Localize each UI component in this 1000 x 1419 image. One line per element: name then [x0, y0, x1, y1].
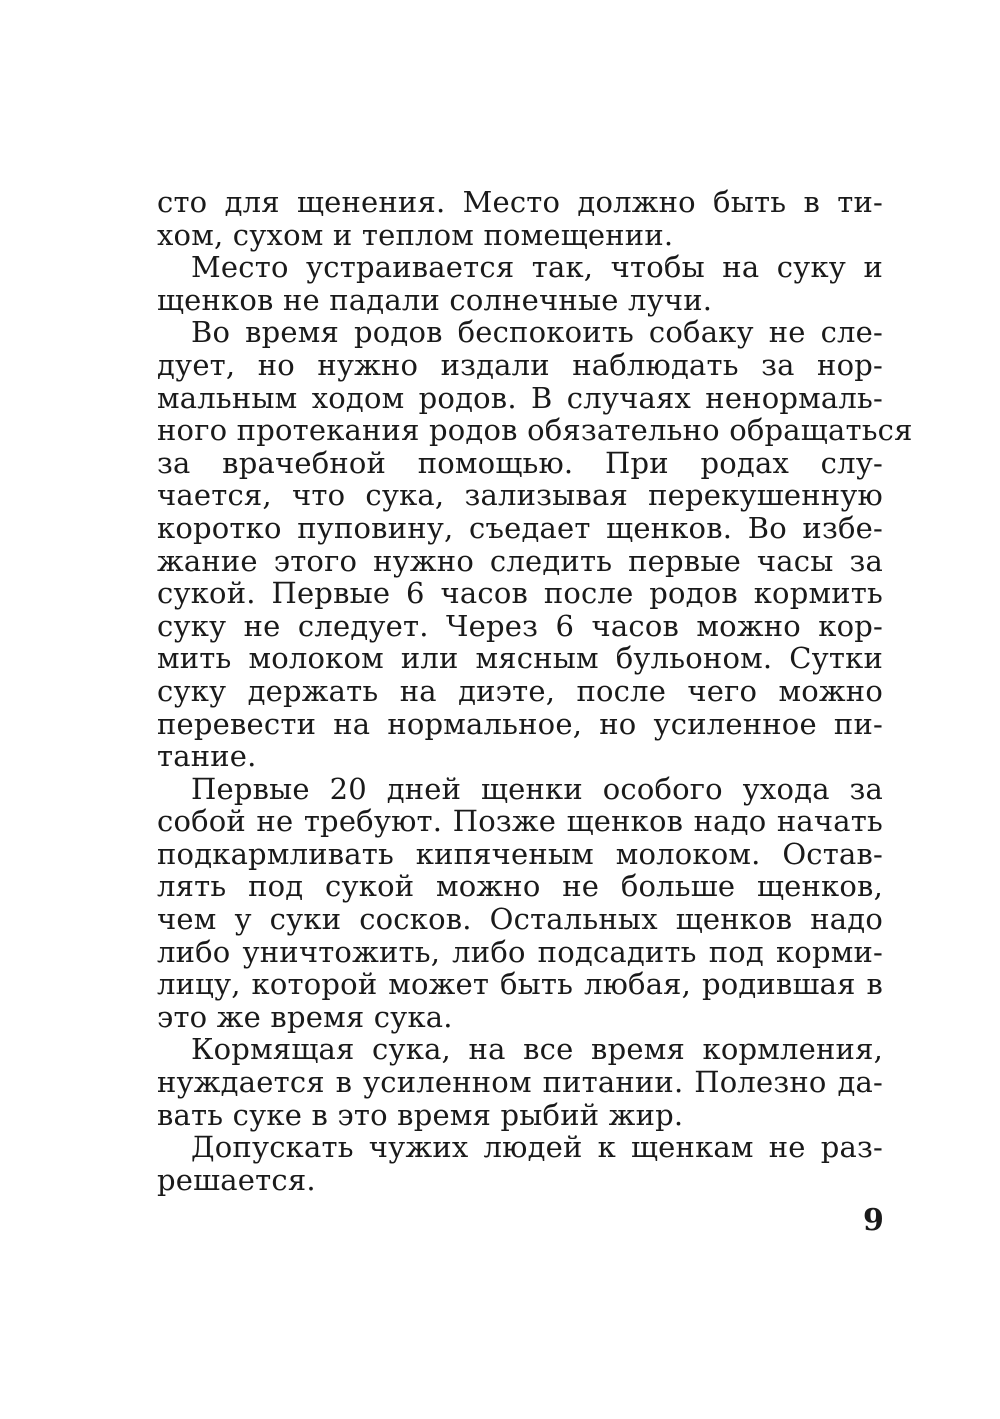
body-text	[157, 185, 913, 1197]
text-line: чается, что сука, зализывая перекушенную	[157, 478, 883, 513]
text-line: мальным ходом родов. В случаях ненормаль-	[157, 380, 883, 415]
paragraph-6	[157, 1131, 883, 1196]
text-line: лять под сукой можно не больше щенков,	[157, 869, 883, 904]
text-line: хом, сухом и теплом помещении.	[157, 217, 674, 252]
text-line: лицу, которой может быть любая, родившая в	[157, 967, 883, 1002]
paragraph-4	[157, 773, 883, 1034]
text-line: мить молоком или мясным бульоном. Сутки	[157, 641, 883, 676]
text-line: чем у суки сосков. Остальных щенков надо	[157, 902, 883, 937]
text-line: перевести на нормальное, но усиленное пи-	[157, 706, 883, 741]
text-line: сукой. Первые 6 часов после родов кормить	[157, 576, 883, 611]
text-line: решается.	[157, 1162, 316, 1197]
text-line: либо уничтожить, либо подсадить под корми-	[157, 934, 883, 969]
text-line: щенков не падали солнечные лучи.	[157, 282, 713, 317]
text-line: Место устраивается так, чтобы на суку и	[191, 250, 883, 285]
text-line: Кормящая сука, на все время кормления,	[191, 1032, 883, 1067]
text-line: Допускать чужих людей к щенкам не раз-	[191, 1130, 883, 1165]
text-line: дует, но нужно издали наблюдать за нор-	[157, 347, 883, 382]
text-line: за врачебной помощью. При родах слу-	[157, 445, 883, 480]
text-line: жание этого нужно следить первые часы за	[157, 543, 883, 578]
paragraph-5	[157, 1033, 883, 1131]
paragraph-1	[157, 186, 883, 251]
text-line: нуждается в усиленном питании. Полезно да-	[157, 1065, 883, 1100]
text-line: суку не следует. Через 6 часов можно кор-	[157, 608, 883, 643]
text-line: коротко пуповину, съедает щенков. Во избе-	[157, 510, 883, 545]
paragraph-3	[157, 315, 913, 774]
text-line: ного протекания родов обязательно обращаться	[157, 413, 913, 448]
page-number: 9	[863, 1203, 884, 1238]
text-line: подкармливать кипяченым молоком. Остав-	[157, 836, 883, 871]
text-line: суку держать на диэте, после чего можно	[157, 673, 883, 708]
text-line: тание.	[157, 739, 257, 774]
text-line: сто для щенения. Место должно быть в ти-	[157, 185, 883, 219]
text-line: это же время сука.	[157, 999, 453, 1034]
paragraph-2	[157, 251, 883, 316]
text-line: Первые 20 дней щенки особого ухода за	[191, 771, 883, 806]
text-line: собой не требуют. Позже щенков надо начать	[157, 804, 883, 839]
text-line: вать суке в это время рыбий жир.	[157, 1097, 684, 1132]
text-line: Во время родов беспокоить собаку не сле-	[191, 315, 883, 350]
